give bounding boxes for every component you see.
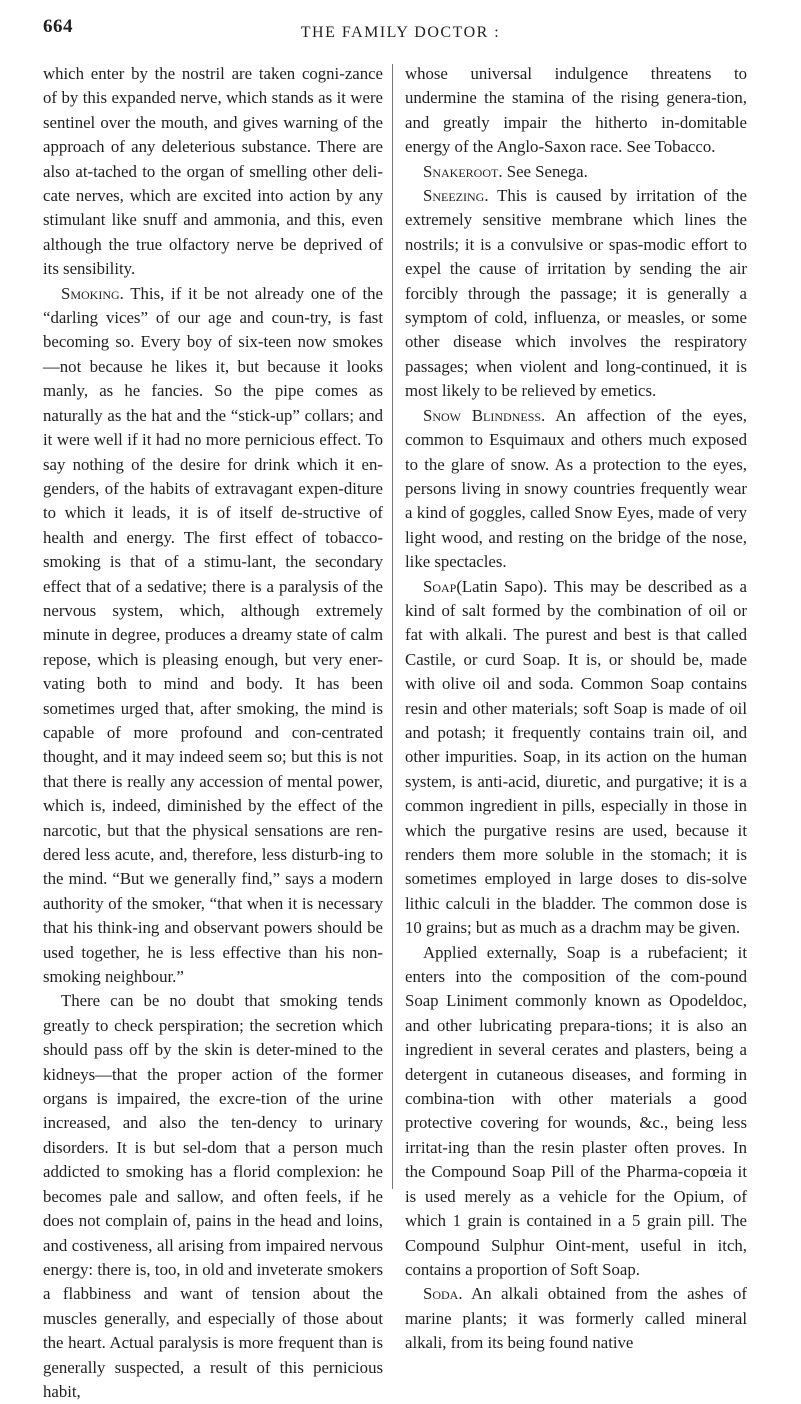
entry-term: Sneezing. (423, 186, 489, 206)
right-column (405, 62, 747, 1356)
paragraph-text: There can be no doubt that smoking tends greatly to check perspiration; the secretion which should pass off by the skin is deter-mined to the kidneys—that the proper action of the former organs is impaired, the excre-tion of the urine increased, and also the ten-dency to urinary disorders. It is but sel-dom that a person much addicted to smoking has a florid complexion: he becomes pale and sallow, and often feels, if he does not complain of, pains in the head and loins, and costiveness, all arising from impaired nervous energy: there is, too, in old and inveterate smokers a flabbiness and want of tension about the muscles generally, and especially of those about the heart. Actual paralysis is more frequent than is generally suspected, a result of this pernicious habit, (43, 991, 383, 1401)
entry-text: See Senega. (506, 161, 588, 181)
entry-term: Soap (423, 576, 457, 596)
left-column (43, 62, 383, 1404)
dictionary-entry (405, 404, 747, 575)
entry-text: (Latin Sapo). This may be described as a kind of salt formed by the combination of oil or fat with alkali. The purest and best is that called Castile, or curd Soap. It is, or should be, made with olive oil and soda. Common Soap contains resin and other materials; soft Soap is made of oil and potash; it frequently contains train oil, and other impurities. Soap, in its action on the human system, is anti-acid, diuretic, and purgative; it is a common ingredient in pills, especially in those in which the purgative resins are used, because it renders them more soluble in the stomach; it is sometimes employed in large doses to dis-solve lithic calculi in the bladder. The common dose is 10 grains; but as much as a drachm may be given. (405, 576, 747, 938)
paragraph (43, 62, 383, 282)
entry-text: An alkali obtained from the ashes of marine plants; it was formerly called mineral alkali, from its being found native (405, 1284, 747, 1353)
entry-term: Snakeroot. (423, 161, 503, 181)
dictionary-entry (405, 160, 747, 184)
entry-term: Snow Blindness. (423, 405, 546, 425)
running-title: THE FAMILY DOCTOR : (300, 24, 501, 41)
dictionary-entry (43, 282, 383, 990)
paragraph (405, 62, 747, 160)
paragraph (405, 941, 747, 1283)
paragraph-text: Applied externally, Soap is a rubefacient; it enters into the composition of the com-pound Soap Liniment commonly known as Opodeldoc, and other lubricating prepara-tions; it is also an ingredient in several cerates and plasters, being a detergent in cutaneous diseases, and forming in combina-tion with other materials a good protective covering for wounds, &c., being less irritat-ing than the resin plaster often proves. In the Compound Soap Pill of the Pharma-copœia it is used merely as a vehicle for the Opium, of which 1 grain is contained in a 5 grain pill. The Compound Sulphur Oint-ment, useful in itch, contains a proportion of Soft Soap. (405, 942, 747, 1279)
entry-term: Soda. (423, 1284, 463, 1304)
entry-text: An affection of the eyes, common to Esquimaux and others much exposed to the glare of snow. As a protection to the eyes, persons living in snowy countries frequently wear a kind of goggles, called Snow Eyes, made of very light wood, and resting on the bridge of the nose, like spectacles. (405, 405, 747, 572)
dictionary-entry (405, 184, 747, 404)
entry-text: This, if it be not already one of the “darling vices” of our age and coun-try, is fast becoming so. Every boy of six-teen now smokes—not because he likes it, but because it looks manly, as he fancies. So the pipe comes as naturally as the hat and the “stick-up” collars; and it were well if it had no more pernicious effect. To say nothing of the desire for drink which it en-genders, of the habits of extravagant expen-diture to which it leads, it is of itself de-structive of health and energy. The first effect of tobacco-smoking is that of a stimu-lant, the secondary effect that of a sedative; there is a paralysis of the nervous system, which, although extremely minute in degree, produces a dreamy state of calm repose, which is pleasing enough, but very ener-vating both to mind and body. It has been sometimes urged that, after smoking, the mind is capable of more profound and con-centrated thought, and it may indeed seem so; but this is not that there is really any accession of mental power, which is, indeed, diminished by the effect of the narcotic, but that the physical sensations are ren-dered less acute, and, therefore, less disturb-ing to the mind. “But we generally find,” says a modern authority of the smoker, “that when it is necessary that his think-ing and observant powers should be used together, he is less effective than his non-smoking neighbour.” (43, 283, 383, 987)
dictionary-entry (405, 575, 747, 941)
paragraph (43, 989, 383, 1404)
dictionary-entry (405, 1282, 747, 1355)
page-number: 664 (43, 16, 73, 37)
entry-text: This is caused by irritation of the extremely sensitive membrane which lines the nostrils; it is a convulsive or spas-modic effort to expel the cause of irritation by sending the air forcibly through the passage; it is generally a symptom of cold, influenza, or measles, or some other disease which involves the respiratory passages; when violent and long-continued, it is most likely to be relieved by emetics. (405, 186, 747, 401)
paragraph-text: whose universal indulgence threatens to undermine the stamina of the rising genera-tion, and greatly impair the hitherto in-domitable energy of the Anglo-Saxon race. See Tobacco. (405, 64, 747, 157)
paragraph-text: which enter by the nostril are taken cogni-zance of by this expanded nerve, which stands as it were sentinel over the mouth, and gives warning of the approach of any deleterious substance. There are also at-tached to the organ of smelling other deli-cate nerves, which are excited into action by any stimulant like snuff and ammonia, and this, even although the true olfactory nerve be deprived of its sensibility. (43, 64, 383, 279)
column-divider (392, 64, 393, 1189)
entry-term: Smoking. (61, 283, 124, 303)
